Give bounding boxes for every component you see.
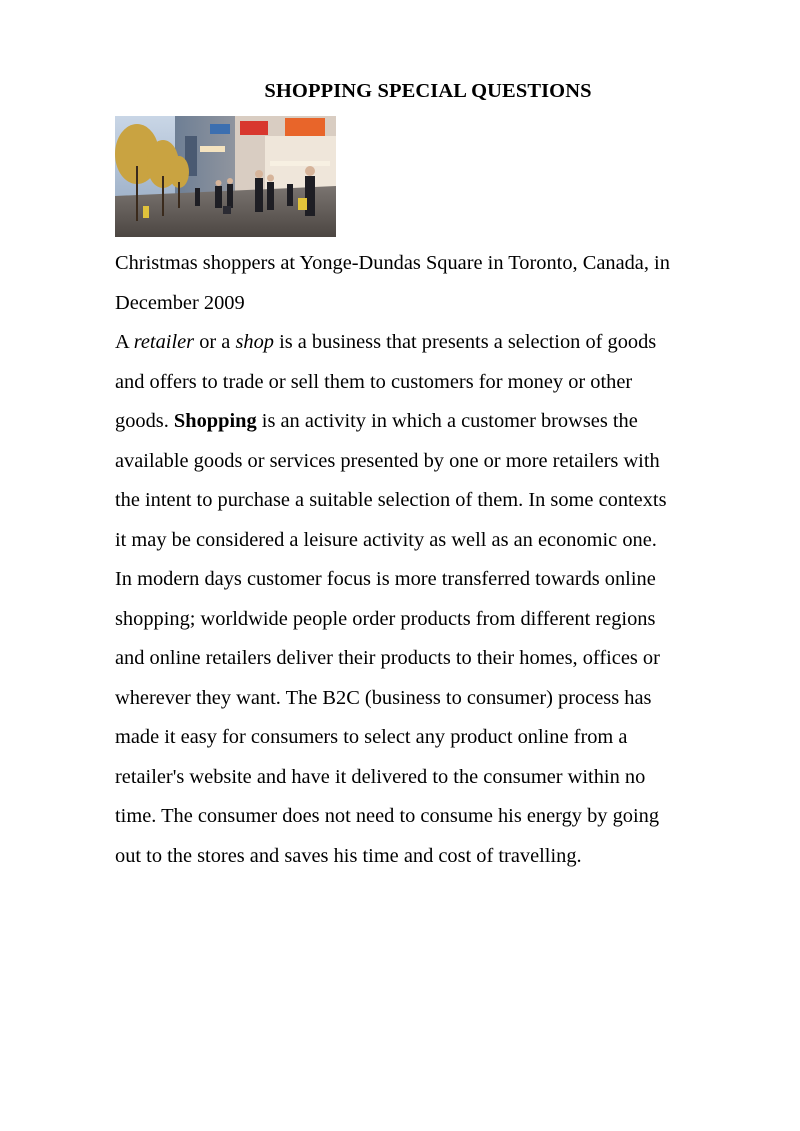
paragraph-line: A retailer or a shop is a business that presents a selection of goods <box>115 331 657 353</box>
paragraph-line: out to the stores and saves his time and cost of travelling. <box>115 844 582 867</box>
paragraph-line: goods. Shopping is an activity in which a customer browses the <box>115 410 638 432</box>
paragraph-line: retailer's website and have it delivered to the consumer within no <box>115 765 646 788</box>
paragraph-line: and offers to trade or sell them to customers for money or other <box>115 370 633 393</box>
paragraph-line: In modern days customer focus is more transferred towards online <box>115 568 656 590</box>
paragraph-line: shopping; worldwide people order products from different regions <box>115 607 656 630</box>
document-body <box>115 244 755 876</box>
term-shop: shop <box>235 331 274 353</box>
paragraph-line: made it easy for consumers to select any product online from a <box>115 726 628 748</box>
paragraph-line: it may be considered a leisure activity as well as an economic one. <box>115 528 657 551</box>
term-retailer: retailer <box>133 331 195 353</box>
body-paragraph <box>115 323 755 876</box>
caption-line: Christmas shoppers at Yonge-Dundas Square in Toronto, Canada, in <box>115 252 670 274</box>
paragraph-line: the intent to purchase a suitable selection of them. In some contexts <box>115 489 667 511</box>
image-caption <box>115 244 755 323</box>
term-shopping: Shopping <box>173 410 257 432</box>
paragraph-line: and online retailers deliver their products to their homes, offices or <box>115 647 660 669</box>
caption-line: December 2009 <box>115 291 245 314</box>
paragraph-line: time. The consumer does not need to consume his energy by going <box>115 805 660 827</box>
paragraph-line: wherever they want. The B2C (business to consumer) process has <box>115 686 652 709</box>
street-photo <box>115 116 336 237</box>
page-title: SHOPPING SPECIAL QUESTIONS <box>264 80 592 102</box>
paragraph-line: available goods or services presented by one or more retailers with <box>115 449 660 472</box>
